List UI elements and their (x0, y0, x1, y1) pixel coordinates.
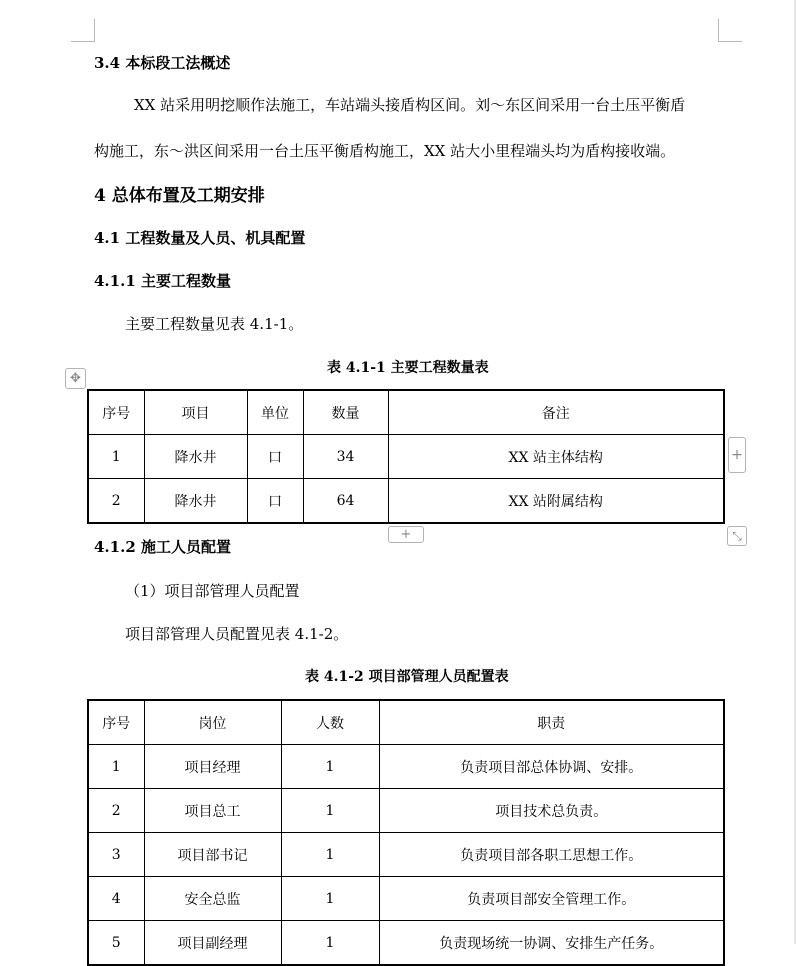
table-cell: 5 (88, 921, 144, 966)
table-header-cell: 单位 (247, 390, 303, 435)
add-column-plus-icon[interactable]: + (728, 437, 746, 473)
table-cell: 项目技术总负责。 (379, 789, 724, 833)
page-corner-mark-top-right (718, 19, 742, 42)
table-cell: 项目经理 (144, 745, 281, 789)
table-header-cell: 数量 (303, 390, 388, 435)
table-row (88, 833, 724, 877)
table-row (88, 789, 724, 833)
table-header-cell: 序号 (88, 700, 144, 745)
table-cell: 1 (281, 789, 379, 833)
table-cell: 1 (281, 833, 379, 877)
table-cell: 2 (88, 479, 144, 524)
table-cell: 降水井 (144, 435, 247, 479)
table-header-row (88, 390, 724, 435)
table-cell: 4 (88, 877, 144, 921)
table-row (88, 435, 724, 479)
paragraph-staff-item: （1）项目部管理人员配置 (125, 582, 300, 600)
table-cell: 项目副经理 (144, 921, 281, 966)
table-cell: 口 (247, 435, 303, 479)
table-cell: 负责项目部各职工思想工作。 (379, 833, 724, 877)
table-caption: 表 4.1-1 主要工程数量表 (327, 360, 489, 376)
table-header-cell: 岗位 (144, 700, 281, 745)
table-cell: 负责项目部总体协调、安排。 (379, 745, 724, 789)
table-cell: 34 (303, 435, 388, 479)
table-cell: 项目部书记 (144, 833, 281, 877)
table-cell: 1 (281, 921, 379, 966)
table-cell: 64 (303, 479, 388, 524)
table-header-cell: 项目 (144, 390, 247, 435)
table-row (88, 877, 724, 921)
heading-4-1-1: 4.1.1 主要工程数量 (94, 272, 231, 290)
table-cell: 1 (281, 745, 379, 789)
table-cell: 1 (281, 877, 379, 921)
heading-4-1: 4.1 工程数量及人员、机具配置 (94, 229, 306, 247)
table-cell: 1 (88, 745, 144, 789)
table-header-cell: 序号 (88, 390, 144, 435)
table-cell: 负责项目部安全管理工作。 (379, 877, 724, 921)
resize-diagonal-icon[interactable]: ⤡ (727, 526, 747, 546)
table-cell: 口 (247, 479, 303, 524)
table-cell: 安全总监 (144, 877, 281, 921)
heading-3-4: 3.4 本标段工法概述 (94, 54, 231, 72)
table-cell: 1 (88, 435, 144, 479)
table-header-cell: 人数 (281, 700, 379, 745)
table-cell: 2 (88, 789, 144, 833)
add-row-plus-icon[interactable]: + (388, 526, 424, 543)
quantities-table (87, 389, 725, 524)
table-row (88, 921, 724, 966)
table-header-row (88, 700, 724, 745)
table-cell: XX 站主体结构 (388, 435, 724, 479)
paragraph-line: 构施工，东～洪区间采用一台土压平衡盾构施工，XX 站大小里程端头均为盾构接收端。 (94, 142, 676, 160)
table-caption: 表 4.1-2 项目部管理人员配置表 (305, 669, 509, 685)
table-row (88, 479, 724, 524)
page-corner-mark-top-left (71, 19, 95, 42)
paragraph-line: XX 站采用明挖顺作法施工，车站端头接盾构区间。刘～东区间采用一台土压平衡盾 (134, 96, 686, 114)
table-cell: XX 站附属结构 (388, 479, 724, 524)
paragraph-staff-ref: 项目部管理人员配置见表 4.1-2。 (125, 625, 349, 643)
heading-4-1-2: 4.1.2 施工人员配置 (94, 538, 231, 556)
table-cell: 项目总工 (144, 789, 281, 833)
table-header-cell: 职责 (379, 700, 724, 745)
staff-table (87, 699, 725, 966)
heading-4: 4 总体布置及工期安排 (94, 186, 265, 206)
table-cell: 负责现场统一协调、安排生产任务。 (379, 921, 724, 966)
table-cell: 3 (88, 833, 144, 877)
table-header-cell: 备注 (388, 390, 724, 435)
table-row (88, 745, 724, 789)
table-cell: 降水井 (144, 479, 247, 524)
move-icon[interactable]: ✥ (65, 368, 86, 389)
paragraph-quantities: 主要工程数量见表 4.1-1。 (125, 315, 304, 333)
